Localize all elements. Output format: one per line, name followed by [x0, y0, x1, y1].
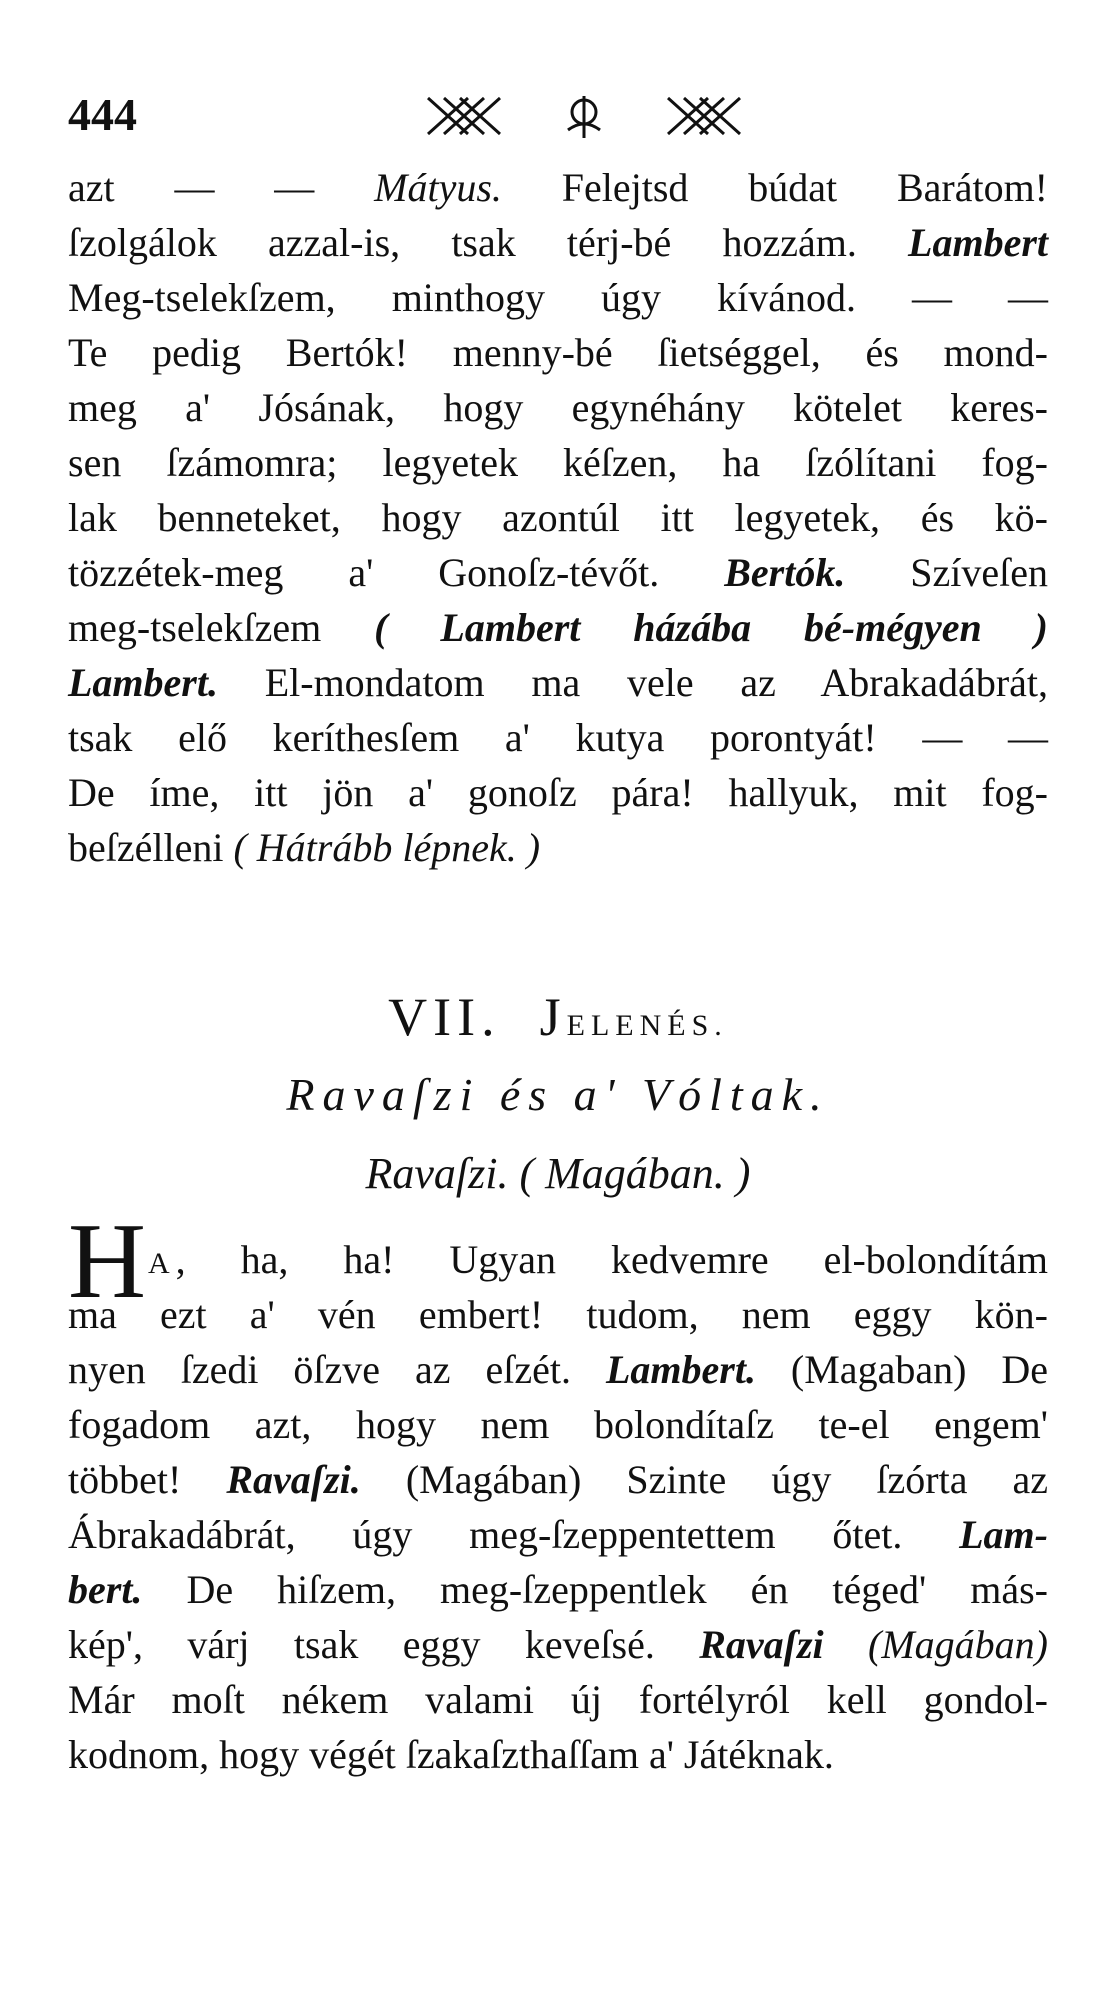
text-line: kép', várj tsak eggy keveſsé. Ravaſzi (Magában) [68, 1622, 1049, 1667]
scene-characters: Ravaſzi és a' Vóltak. [286, 1069, 830, 1120]
text-line: meg-tselekſzem ( Lambert házába bé-mégyen ) [68, 605, 1048, 650]
text-line: Meg-tselekſzem, minthogy úgy kívánod. — — [68, 275, 1048, 320]
text-line: ma ezt a' vén embert! tudom, nem eggy kön- [68, 1292, 1048, 1337]
text-line: nyen ſzedi öſzve az eſzét. Lambert. (Magaban) De [68, 1347, 1049, 1392]
scene-speaker: Ravaſzi. ( Magában. ) [365, 1149, 751, 1198]
text-block-top [68, 160, 1048, 875]
ornament-icon [408, 90, 788, 140]
text-line: Te pedig Bertók! menny-bé ſietséggel, és mond- [68, 330, 1048, 375]
text-line: ſzolgálok azzal-is, tsak térj-bé hozzám. Lambert [68, 220, 1048, 265]
text-line: meg a' Jósának, hogy egynéhány kötelet keres- [68, 385, 1048, 430]
text-line: bert. De hiſzem, meg-ſzeppentlek én téged' más- [68, 1567, 1048, 1612]
text-line: beſzélleni ( Hátrább lépnek. ) [68, 825, 541, 870]
text-line: Ábrakadábrát, úgy meg-ſzeppentettem őtet. Lam- [68, 1512, 1048, 1557]
text-line: tsak elő keríthesſem a' kutya porontyát! — — [68, 715, 1048, 760]
text-line: tözzétek-meg a' Gonoſz-tévőt. Bertók. Szíveſen [68, 550, 1048, 595]
text-line: lak benneteket, hogy azontúl itt legyetek, és kö- [68, 495, 1048, 540]
text-line: sen ſzámomra; legyetek kéſzen, ha ſzólítani fog- [68, 440, 1048, 485]
text-line: kodnom, hogy végét ſzakaſzthaſſam a' Játéknak. [68, 1732, 834, 1777]
scene-heading: VII. JELENÉS. [388, 987, 728, 1047]
text-line: többet! Ravaſzi. (Magában) Szinte úgy ſzórta az [68, 1457, 1048, 1502]
text-line: Már moſt nékem valami új fortélyról kell gondol- [68, 1677, 1048, 1722]
drop-cap: H [68, 1202, 146, 1321]
text-line: A, ha, ha! Ugyan kedvemre el-bolondítám [148, 1237, 1048, 1282]
text-line: fogadom azt, hogy nem bolondítaſz te-el engem' [68, 1402, 1048, 1447]
page-number: 444 [68, 89, 137, 140]
text-line: Lambert. El-mondatom ma vele az Abrakadábrát, [68, 660, 1048, 705]
text-line: De íme, itt jön a' gonoſz pára! hallyuk, mit fog- [68, 770, 1048, 815]
text-block-bottom [68, 1232, 1048, 1782]
page-header [68, 88, 1048, 148]
text-line: azt — — Mátyus. Felejtsd búdat Barátom! [68, 165, 1048, 210]
